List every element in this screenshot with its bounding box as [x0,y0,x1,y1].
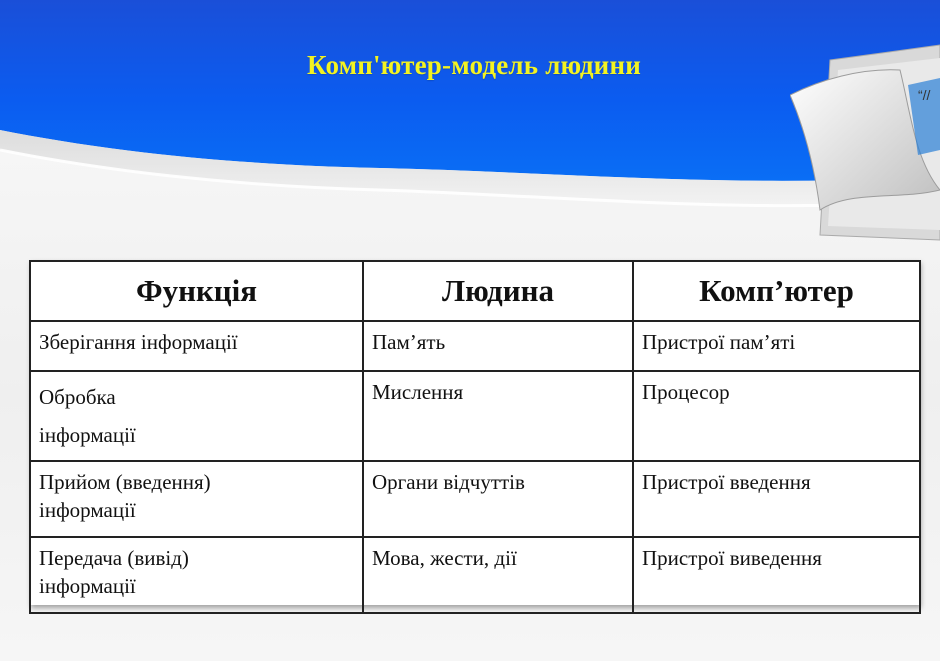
table-row [30,321,920,371]
table-cell [30,371,363,461]
table-row [30,371,920,461]
cell-text: Процесор [642,380,730,404]
header-function: Функція [30,261,363,321]
svg-text:“//: “// [918,87,931,103]
comparison-table [29,260,921,614]
cell-text: Пристрої пам’яті [642,330,796,354]
table-row [30,461,920,537]
table-header-row [30,261,920,321]
cell-text: Мова, жести, дії [372,546,517,570]
slide-title: Комп'ютер-модель людини [307,50,641,80]
table-cell [363,321,633,371]
table-cell [30,321,363,371]
page-curl-decoration-icon [790,40,940,250]
table-cell [633,371,920,461]
table-row [30,537,920,613]
table-cell [363,461,633,537]
cell-text: Передача (вивід) інформації [39,546,189,598]
cell-text: Прийом (введення) інформації [39,470,211,522]
cell-text: Обробка інформації [39,385,136,447]
cell-text: Мислення [372,380,464,404]
header-computer: Комп’ютер [633,261,920,321]
table-cell [633,321,920,371]
table-cell [633,461,920,537]
cell-text: Пам’ять [372,330,446,354]
cell-text: Пристрої виведення [642,546,822,570]
cell-text: Пристрої введення [642,470,811,494]
table-cell [633,537,920,613]
cell-text: Зберігання інформації [39,330,238,354]
comparison-table-container [29,260,919,605]
table-cell [363,371,633,461]
cell-text: Органи відчуттів [372,470,525,494]
header-human: Людина [363,261,633,321]
table-cell [30,461,363,537]
table-cell [30,537,363,613]
table-cell [363,537,633,613]
